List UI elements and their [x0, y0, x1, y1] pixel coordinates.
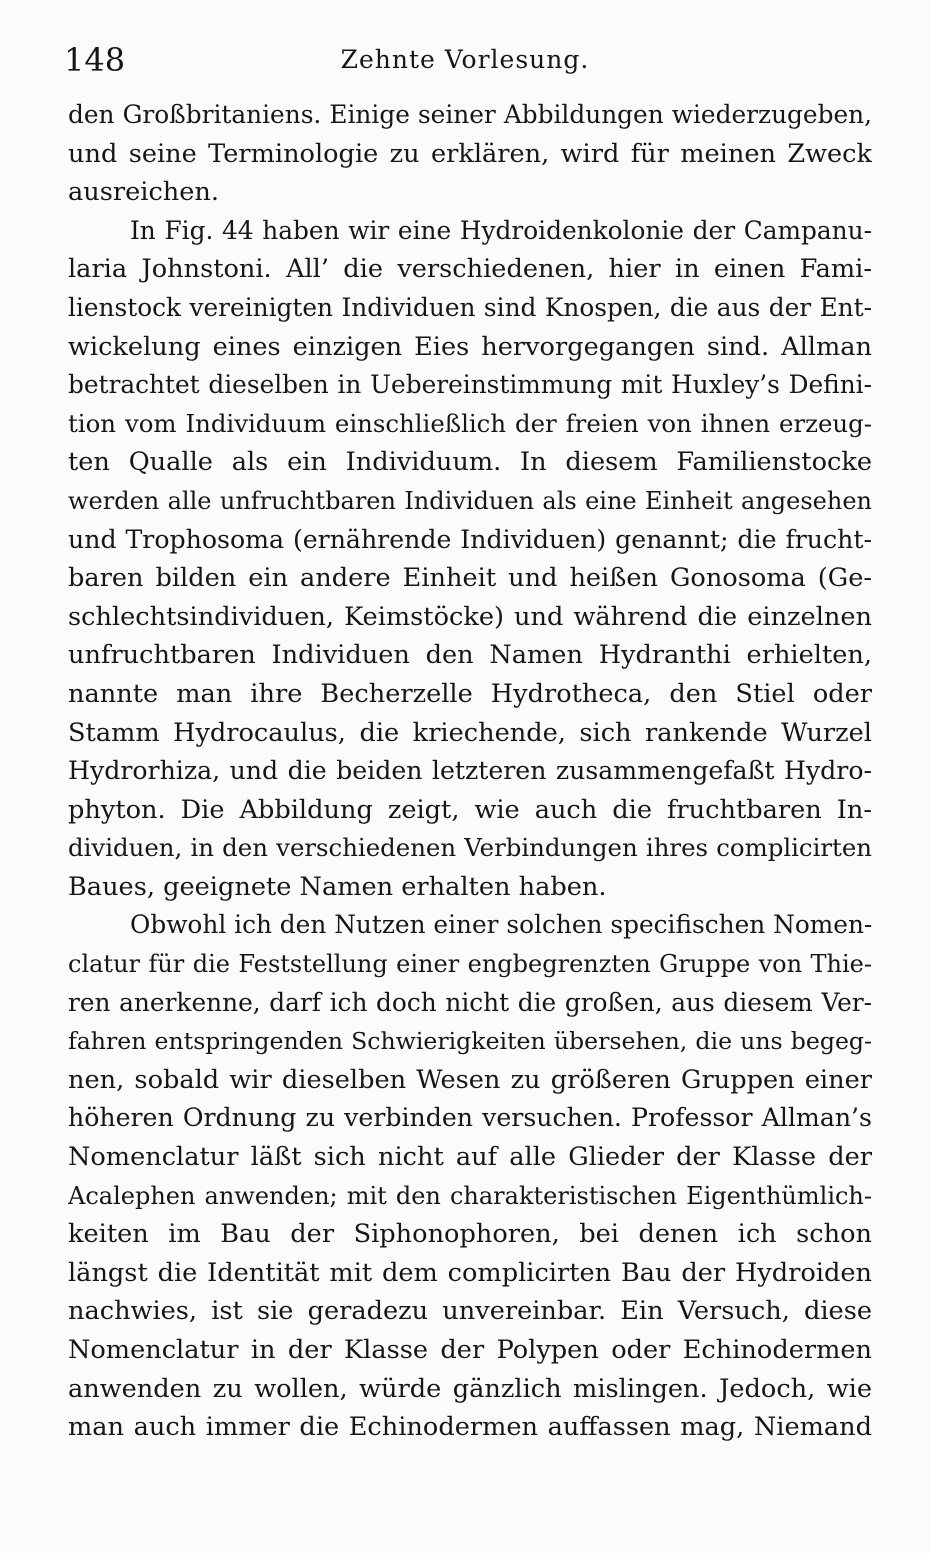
text-line: nannte man ihre Becherzelle Hydrotheca, den Stiel oder — [68, 678, 872, 709]
text-line: den Großbritaniens. Einige seiner Abbildungen wiederzugeben, — [68, 100, 872, 129]
text-line: betrachtet dieselben in Uebereinstimmung mit Huxley’s Defini- — [68, 370, 872, 400]
text-line: höheren Ordnung zu verbinden versuchen. Professor Allman’s — [68, 1103, 872, 1133]
text-line: unfruchtbaren Individuen den Namen Hydranthi erhielten, — [68, 640, 872, 671]
running-head: Zehnte Vorlesung. — [340, 45, 590, 74]
text-line: baren bilden ein andere Einheit und heißen Gonosoma (Ge- — [68, 563, 872, 594]
text-line: nen, sobald wir dieselben Wesen zu größeren Gruppen einer — [68, 1064, 872, 1095]
text-line: fahren entspringenden Schwierigkeiten übersehen, die uns begeg- — [68, 1027, 872, 1056]
text-line: man auch immer die Echinodermen auffassen mag, Niemand — [68, 1412, 872, 1443]
text-line: ten Qualle als ein Individuum. In diesem Familienstocke — [68, 447, 872, 478]
text-line: ausreichen. — [68, 177, 220, 208]
text-line: nachwies, ist sie geradezu unvereinbar. Ein Versuch, diese — [68, 1296, 872, 1327]
text-line: Baues, geeignete Namen erhalten haben. — [68, 871, 607, 902]
text-line: dividuen, in den verschiedenen Verbindungen ihres complicirten — [68, 833, 872, 863]
text-line: keiten im Bau der Siphonophoren, bei denen ich schon — [68, 1219, 872, 1250]
text-line: Stamm Hydrocaulus, die kriechende, sich rankende Wurzel — [68, 717, 872, 748]
text-line: laria Johnstoni. All’ die verschiedenen, hier in einen Fami- — [68, 254, 872, 285]
text-line: lienstock vereinigten Individuen sind Knospen, die aus der Ent- — [68, 292, 872, 322]
paragraph-first-line: Obwohl ich den Nutzen einer solchen specifischen Nomen- — [130, 910, 872, 940]
body-text — [68, 96, 872, 1447]
text-line: und Trophosoma (ernährende Individuen) genannt; die frucht- — [68, 524, 872, 554]
text-line: anwenden zu wollen, würde gänzlich mislingen. Jedoch, wie — [68, 1373, 872, 1404]
text-line: werden alle unfruchtbaren Individuen als eine Einheit angesehen — [68, 486, 872, 515]
text-line: Acalephen anwenden; mit den charakteristischen Eigenthümlich- — [68, 1181, 872, 1210]
text-line: clatur für die Feststellung einer engbegrenzten Gruppe von Thie- — [68, 950, 872, 979]
text-line: wickelung eines einzigen Eies hervorgegangen sind. Allman — [68, 331, 872, 362]
text-line: und seine Terminologie zu erklären, wird für meinen Zweck — [68, 138, 872, 169]
text-line: tion vom Individuum einschließlich der freien von ihnen erzeug- — [68, 408, 872, 438]
text-line: ren anerkenne, darf ich doch nicht die großen, aus diesem Ver- — [68, 987, 872, 1017]
text-line: Nomenclatur in der Klasse der Polypen oder Echinodermen — [68, 1335, 872, 1365]
text-line: längst die Identität mit dem complicirten Bau der Hydroiden — [68, 1257, 872, 1288]
page-number: 148 — [64, 41, 126, 79]
text-line: Nomenclatur läßt sich nicht auf alle Glieder der Klasse der — [68, 1142, 872, 1173]
text-line: phyton. Die Abbildung zeigt, wie auch die fruchtbaren In- — [68, 794, 872, 825]
page-header — [60, 38, 870, 82]
text-line: schlechtsindividuen, Keimstöcke) und während die einzelnen — [68, 601, 872, 632]
paragraph-first-line: In Fig. 44 haben wir eine Hydroidenkolonie der Campanu- — [130, 215, 872, 245]
text-line: Hydrorhiza, und die beiden letzteren zusammengefaßt Hydro- — [68, 756, 872, 786]
